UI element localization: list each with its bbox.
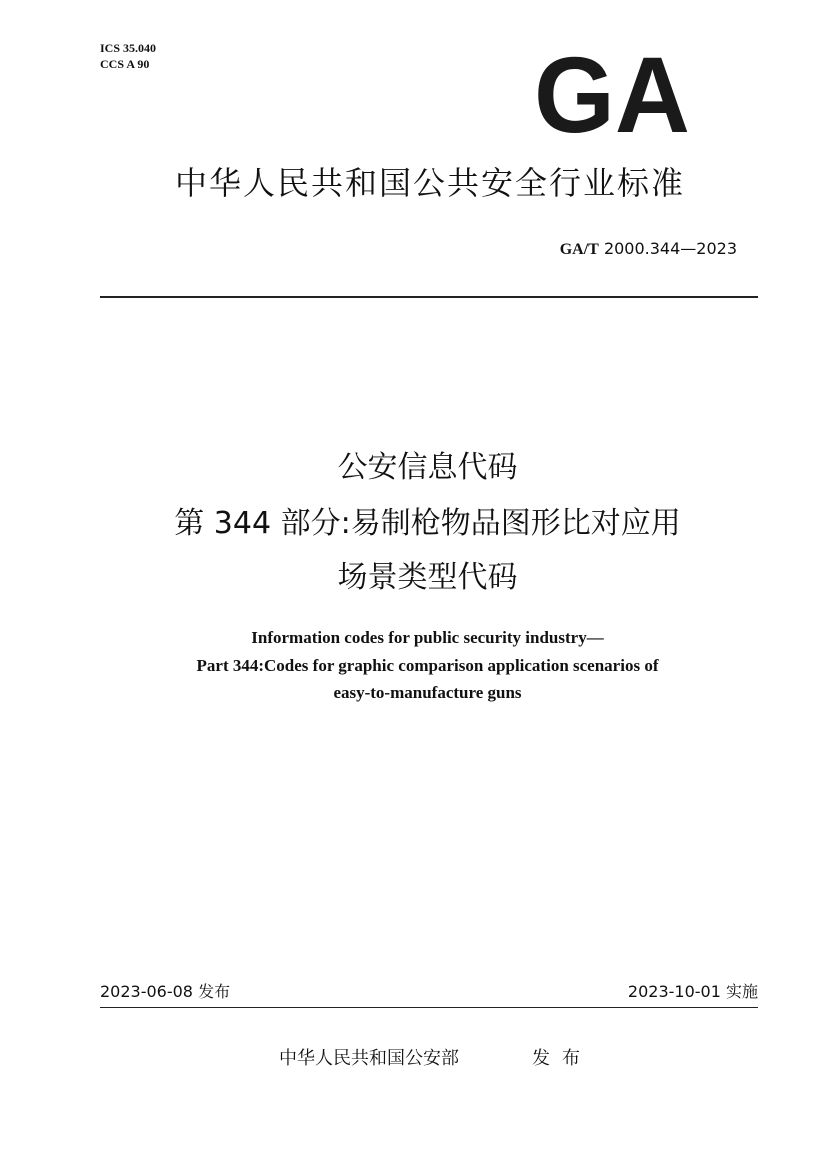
org-title: 中华人民共和国公共安全行业标准 [174, 164, 685, 202]
bottom-divider [100, 1007, 758, 1008]
issuer-name: 中华人民共和国公安部 [279, 1048, 459, 1069]
title-zh-line-3: 场景类型代码 [337, 560, 518, 595]
title-en-line-1: Information codes for public security industry— [251, 628, 604, 647]
ga-logo [532, 48, 692, 134]
standard-number [560, 238, 737, 261]
ccs-code: CCS A 90 [100, 57, 150, 71]
title-en-line-3: easy-to-manufacture guns [333, 683, 522, 702]
title-en-line-2: Part 344:Codes for graphic comparison application scenarios of [196, 656, 659, 675]
standard-number-value: 2000.344—2023 [603, 239, 737, 258]
ga-logo-text: GA [534, 48, 690, 134]
publish-date: 2023-06-08 发布 [100, 982, 231, 1001]
issuer-action: 发布 [532, 1048, 592, 1069]
title-zh-line-1: 公安信息代码 [337, 450, 518, 485]
classification-codes [100, 40, 156, 72]
title-zh-line-2: 第 344 部分:易制枪物品图形比对应用 [174, 506, 681, 541]
implement-date: 2023-10-01 实施 [627, 982, 758, 1001]
ics-code: ICS 35.040 [100, 41, 157, 55]
top-divider [100, 296, 758, 298]
standard-number-prefix: GA/T [559, 241, 599, 258]
